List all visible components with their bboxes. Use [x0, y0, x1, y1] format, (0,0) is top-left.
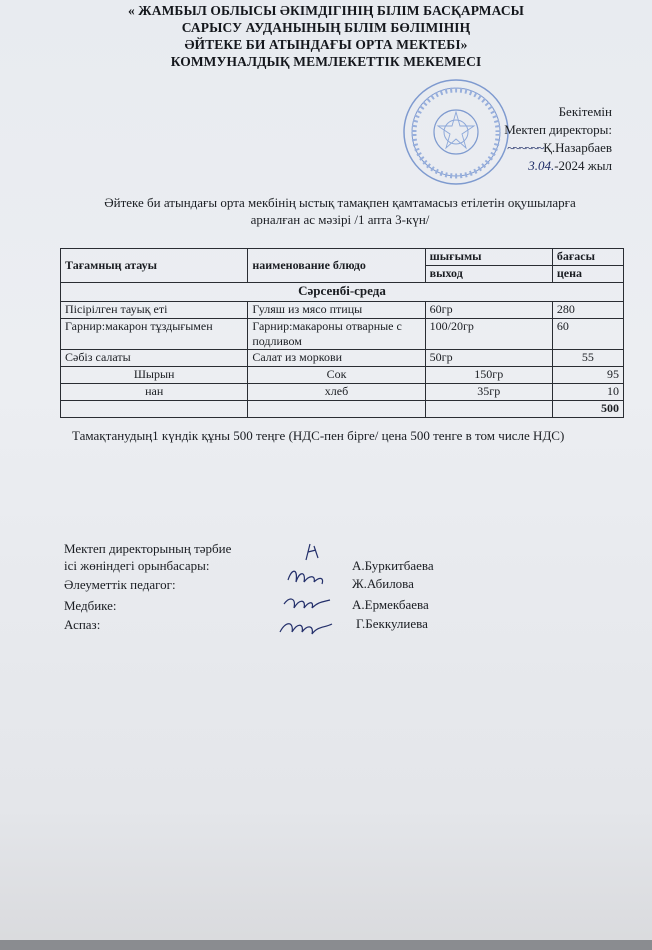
- handwritten-date: 3.04.: [528, 158, 555, 173]
- approval-line-2: Мектеп директоры:: [504, 122, 612, 137]
- dish-price: 55: [552, 350, 623, 367]
- dish-kz: нан: [61, 384, 248, 401]
- title-line-2: арналған ас мәзірі /1 апта 3-күн/: [250, 212, 430, 227]
- director-name: Қ.Назарбаев: [543, 140, 612, 155]
- daily-cost-note: Тамақтанудың1 күндік құны 500 теңге (НДС-пен бірге/ цена 500 тенге в том числе НДС): [72, 428, 565, 443]
- total-empty-3: [425, 401, 552, 418]
- approval-signature-line: [504, 139, 612, 157]
- dish-yield: 60гр: [425, 302, 552, 319]
- dish-ru: Сок: [248, 367, 425, 384]
- table-row: [61, 319, 624, 350]
- signature-role-deputy: [64, 540, 231, 574]
- total-price: 500: [552, 401, 623, 418]
- handwritten-signatures: [270, 540, 370, 645]
- header-price-ru: цена: [552, 266, 623, 283]
- total-empty-2: [248, 401, 425, 418]
- total-empty-1: [61, 401, 248, 418]
- director-signature: ~~~~~~: [507, 140, 544, 155]
- approval-date-line: 3.04.-2024 жыл: [528, 158, 612, 173]
- header-dish-ru: наименование блюдо: [248, 249, 425, 283]
- cook-name: Г.Беккулиева: [356, 616, 428, 631]
- header-dish-kz: Тағамның атауы: [61, 249, 248, 283]
- social-pedagogue-name: Ж.Абилова: [352, 576, 414, 591]
- dish-price: 10: [552, 384, 623, 401]
- deputy-role-line-2: ісі жөніндегі орынбасары:: [64, 558, 210, 573]
- header-yield-kz: шығымы: [425, 249, 552, 266]
- approval-block: [504, 103, 612, 175]
- header-line-3: ӘЙТЕКЕ БИ АТЫНДАҒЫ ОРТА МЕКТЕБІ»: [184, 37, 468, 52]
- header-yield-ru: выход: [425, 266, 552, 283]
- header-line-1: « ЖАМБЫЛ ОБЛЫСЫ ӘКІМДІГІНІҢ БІЛІМ БАСҚАРМАСЫ: [127, 3, 525, 18]
- approval-year: 2024 жыл: [558, 158, 612, 173]
- dish-price: 280: [552, 302, 623, 319]
- dish-yield: 35гр: [425, 384, 552, 401]
- dish-price: 95: [552, 367, 623, 384]
- dish-ru: хлеб: [248, 384, 425, 401]
- signature-role-nurse: Медбике:: [64, 598, 117, 613]
- dish-kz: Пісірілген тауық еті: [61, 302, 248, 319]
- table-header-row: [61, 249, 624, 266]
- deputy-name: А.Буркитбаева: [352, 558, 434, 573]
- document-header: [0, 2, 652, 70]
- title-line-1: Әйтеке би атындағы орта мекбінің ыстық тамақпен қамтамасыз етілетін оқушыларға: [104, 195, 576, 210]
- dish-ru: Гуляш из мясо птицы: [248, 302, 425, 319]
- dish-ru: Салат из моркови: [248, 350, 425, 367]
- header-price-kz: бағасы: [552, 249, 623, 266]
- signature-role-cook: Аспаз:: [64, 617, 101, 632]
- dish-yield: 50гр: [425, 350, 552, 367]
- dish-kz: Гарнир:макарон тұздығымен: [61, 319, 248, 350]
- deputy-role-line-1: Мектеп директорының тәрбие: [64, 541, 232, 556]
- header-line-4: КОММУНАЛДЫҚ МЕМЛЕКЕТТІК МЕКЕМЕСІ: [170, 54, 482, 69]
- table-row: [61, 367, 624, 384]
- dish-yield: 100/20гр: [425, 319, 552, 350]
- table-day-row: [61, 283, 624, 302]
- dish-ru: Гарнир:макароны отварные с подливом: [248, 319, 425, 350]
- nurse-name: А.Ермекбаева: [352, 597, 429, 612]
- table-row: [61, 384, 624, 401]
- dish-kz: Сәбіз салаты: [61, 350, 248, 367]
- table-row: [61, 350, 624, 367]
- menu-table: [60, 248, 624, 418]
- table-row: [61, 302, 624, 319]
- photo-bottom-edge: [0, 940, 652, 950]
- official-seal: [400, 78, 518, 190]
- signature-role-social-pedagogue: Әлеуметтік педагог:: [64, 577, 176, 592]
- header-line-2: САРЫСУ АУДАНЫНЫҢ БІЛІМ БӨЛІМІНІҢ: [181, 20, 471, 35]
- approval-line-1: Бекітемін: [558, 104, 612, 119]
- table-total-row: [61, 401, 624, 418]
- dish-price: 60: [552, 319, 623, 350]
- dish-kz: Шырын: [61, 367, 248, 384]
- day-label: Сәрсенбі-среда: [61, 283, 624, 302]
- menu-title: [60, 194, 620, 228]
- dish-yield: 150гр: [425, 367, 552, 384]
